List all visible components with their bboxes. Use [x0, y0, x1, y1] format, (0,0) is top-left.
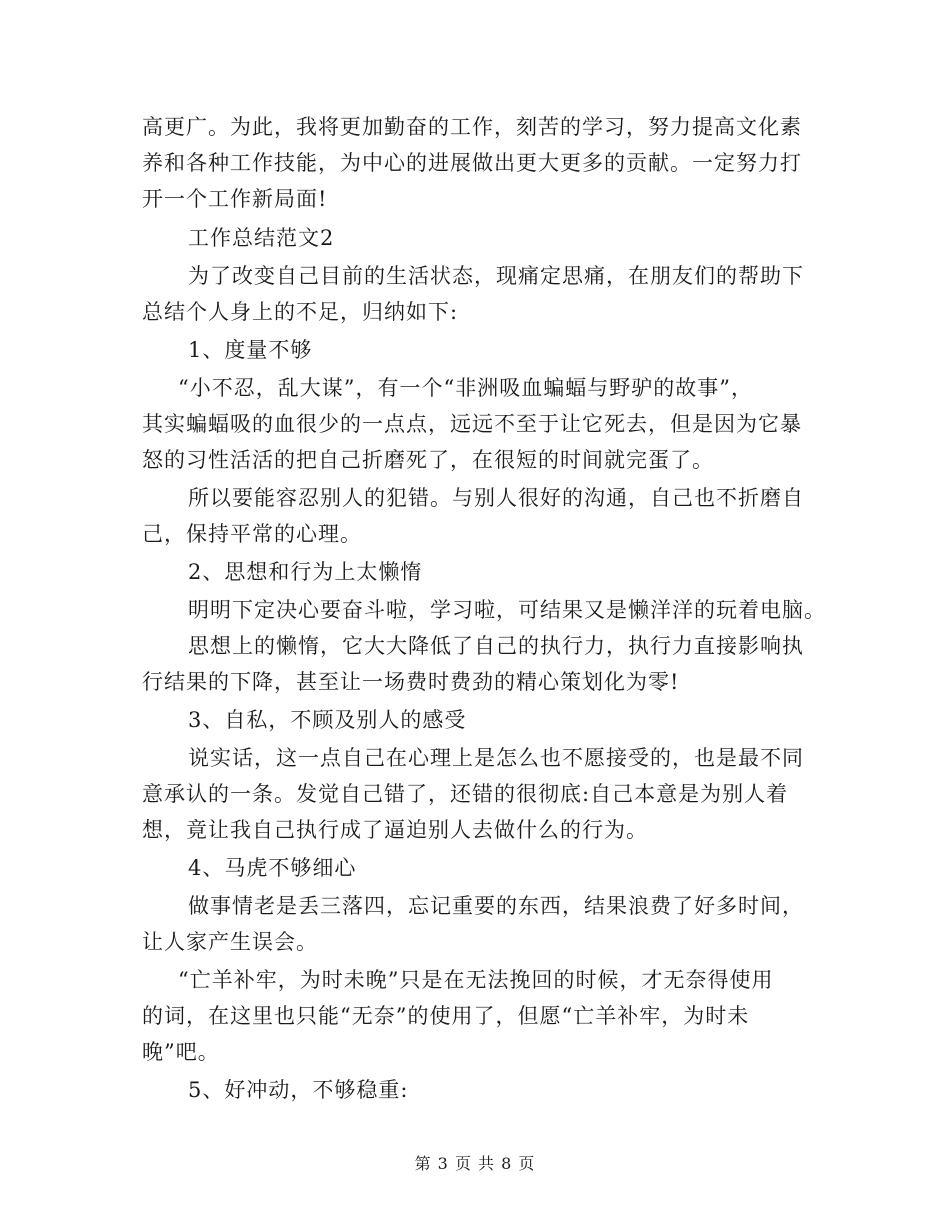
body-text-line: 养和各种工作技能，为中心的进展做出更大更多的贡献。一定努力打	[142, 151, 802, 175]
list-item-heading: 2、思想和行为上太懒惰	[188, 560, 423, 584]
page-number-footer: 第 3 页 共 8 页	[414, 1154, 536, 1173]
body-text-line: 想，竟让我自己执行成了逼迫别人去做什么的行为。	[142, 818, 648, 842]
list-item-heading: 4、马虎不够细心	[188, 856, 357, 880]
body-text-line: 的词，在这里也只能“无奈”的使用了，但愿“亡羊补牢，为时未	[142, 1004, 750, 1028]
body-text-line: 开一个工作新局面!	[142, 187, 328, 211]
paragraph-first-line: 明明下定决心要奋斗啦，学习啦，可结果又是懒洋洋的玩着电脑。	[188, 598, 826, 622]
list-item-heading: 5、好冲动，不够稳重:	[188, 1078, 409, 1102]
paragraph-first-line: “亡羊补牢，为时未晚”只是在无法挽回的时候，才无奈得使用	[178, 968, 774, 992]
paragraph-first-line: 做事情老是丢三落四，忘记重要的东西，结果浪费了好多时间，	[188, 894, 804, 918]
body-text-line: 高更广。为此，我将更加勤奋的工作，刻苦的学习，努力提高文化素	[142, 115, 802, 139]
paragraph-first-line: 为了改变自己目前的生活状态，现痛定思痛，在朋友们的帮助下	[188, 264, 804, 288]
list-item-heading: 1、度量不够	[188, 338, 313, 362]
body-text-line: 总结个人身上的不足，归纳如下:	[142, 300, 459, 324]
paragraph-first-line: 思想上的懒惰，它大大降低了自己的执行力，执行力直接影响执	[188, 634, 804, 658]
body-text-line: 其实蝙蝠吸的血很少的一点点，远远不至于让它死去，但是因为它暴	[142, 412, 802, 436]
paragraph-first-line: “小不忍，乱大谋”，有一个“非洲吸血蝙蝠与野驴的故事”，	[178, 376, 753, 400]
body-text-line: 怒的习性活活的把自己折磨死了，在很短的时间就完蛋了。	[142, 448, 714, 472]
section-heading: 工作总结范文2	[188, 226, 335, 250]
body-text-line: 让人家产生误会。	[142, 930, 318, 954]
body-text-line: 行结果的下降，甚至让一场费时费劲的精心策划化为零!	[142, 670, 680, 694]
list-item-heading: 3、自私，不顾及别人的感受	[188, 708, 467, 732]
body-text-line: 晚”吧。	[142, 1040, 220, 1064]
paragraph-first-line: 所以要能容忍别人的犯错。与别人很好的沟通，自己也不折磨自	[188, 486, 804, 510]
body-text-line: 己，保持平常的心理。	[142, 522, 362, 546]
body-text-line: 意承认的一条。发觉自己错了，还错的很彻底:自己本意是为别人着	[142, 782, 789, 806]
paragraph-first-line: 说实话，这一点自己在心理上是怎么也不愿接受的，也是最不同	[188, 746, 804, 770]
